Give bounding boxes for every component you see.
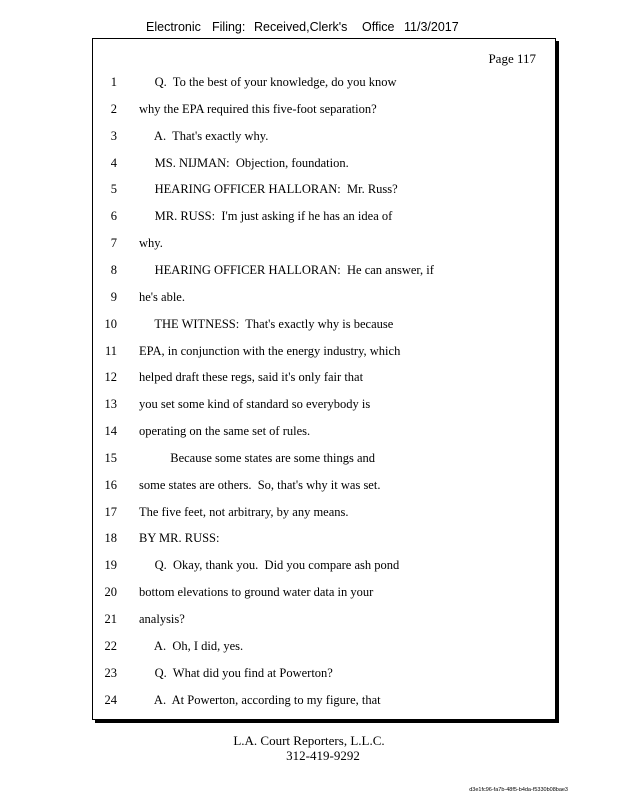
line-text: why the EPA required this five-foot separation? <box>139 101 377 116</box>
transcript-line <box>93 129 553 149</box>
line-text: helped draft these regs, said it's only fair that <box>139 370 364 385</box>
transcript-line <box>93 693 553 713</box>
line-number: 3 <box>110 128 117 143</box>
line-text: Because some states are some things and <box>139 450 376 465</box>
transcript-line <box>93 451 553 471</box>
transcript-line <box>93 531 553 551</box>
line-text: HEARING OFFICER HALLORAN: Mr. Russ? <box>139 182 398 197</box>
line-number: 11 <box>104 343 117 358</box>
transcript-line <box>93 156 553 176</box>
line-number: 21 <box>104 612 117 626</box>
transcript-line <box>93 612 553 632</box>
line-text: you set some kind of standard so everybody is <box>139 397 371 412</box>
document-hash: d3e1fc96-fa7b-48f5-b4da-f5330b08bae3 <box>469 787 568 793</box>
line-number: 12 <box>104 370 117 385</box>
line-text: HEARING OFFICER HALLORAN: He can answer, if <box>139 262 434 277</box>
line-number: 18 <box>104 531 117 546</box>
page-number: Page 117 <box>488 51 536 66</box>
transcript-line <box>93 478 553 498</box>
stamp-received: Received,Clerk's <box>254 20 348 34</box>
line-number: 8 <box>110 262 117 277</box>
transcript-line <box>93 370 553 390</box>
line-text: A. Oh, I did, yes. <box>139 638 244 653</box>
transcript-line <box>93 209 553 229</box>
transcript-line <box>93 317 553 337</box>
line-number: 16 <box>104 477 117 492</box>
line-text: why. <box>139 236 163 251</box>
line-text: BY MR. RUSS: <box>139 531 220 546</box>
line-number: 17 <box>104 504 117 519</box>
line-number: 2 <box>110 101 117 116</box>
stamp-electronic: Electronic <box>146 20 201 34</box>
line-number: 9 <box>110 289 117 304</box>
transcript-line <box>93 424 553 444</box>
line-number: 19 <box>104 558 117 573</box>
line-number: 22 <box>104 638 117 653</box>
transcript-line <box>93 290 553 310</box>
line-text: some states are others. So, that's why it was set. <box>139 477 381 492</box>
line-text: operating on the same set of rules. <box>139 424 311 439</box>
line-number: 15 <box>104 450 117 465</box>
line-number: 20 <box>104 585 117 600</box>
line-number: 24 <box>104 692 117 707</box>
line-text: bottom elevations to ground water data in your <box>139 585 374 600</box>
line-text: THE WITNESS: That's exactly why is because <box>139 316 394 331</box>
line-text: he's able. <box>139 289 185 304</box>
line-number: 5 <box>110 182 117 197</box>
transcript-line <box>93 236 553 256</box>
line-number: 4 <box>110 155 117 170</box>
line-number: 14 <box>104 424 117 439</box>
line-number: 23 <box>104 665 117 680</box>
footer-phone: 312-419-9292 <box>286 748 360 763</box>
line-text: MS. NIJMAN: Objection, foundation. <box>139 155 349 170</box>
stamp-office: Office <box>362 20 395 34</box>
transcript-line <box>93 639 553 659</box>
transcript-page <box>92 38 556 720</box>
filing-stamp <box>0 20 618 38</box>
stamp-date: 11/3/2017 <box>404 20 459 34</box>
transcript-line <box>93 666 553 686</box>
transcript-line <box>93 344 553 364</box>
footer-company: L.A. Court Reporters, L.L.C. <box>233 733 385 748</box>
line-text: A. At Powerton, according to my figure, that <box>139 692 381 707</box>
line-text: analysis? <box>139 612 185 626</box>
transcript-line <box>93 182 553 202</box>
stamp-filing: Filing: <box>212 20 246 34</box>
line-text: Q. To the best of your knowledge, do you know <box>139 75 397 89</box>
transcript-line <box>93 505 553 525</box>
transcript-line <box>93 558 553 578</box>
line-text: MR. RUSS: I'm just asking if he has an idea of <box>139 209 393 224</box>
line-text: EPA, in conjunction with the energy industry, which <box>139 343 401 358</box>
line-text: Q. What did you find at Powerton? <box>139 665 333 680</box>
transcript-line <box>93 397 553 417</box>
transcript-line <box>93 102 553 122</box>
transcript-line <box>93 263 553 283</box>
line-text: The five feet, not arbitrary, by any means. <box>139 504 349 519</box>
line-number: 1 <box>110 75 117 89</box>
line-number: 13 <box>104 397 117 412</box>
line-number: 6 <box>110 209 117 224</box>
transcript-line <box>93 75 553 95</box>
line-text: Q. Okay, thank you. Did you compare ash pond <box>139 558 400 573</box>
line-number: 7 <box>110 236 117 251</box>
line-number: 10 <box>104 316 117 331</box>
line-text: A. That's exactly why. <box>139 128 269 143</box>
transcript-line <box>93 585 553 605</box>
